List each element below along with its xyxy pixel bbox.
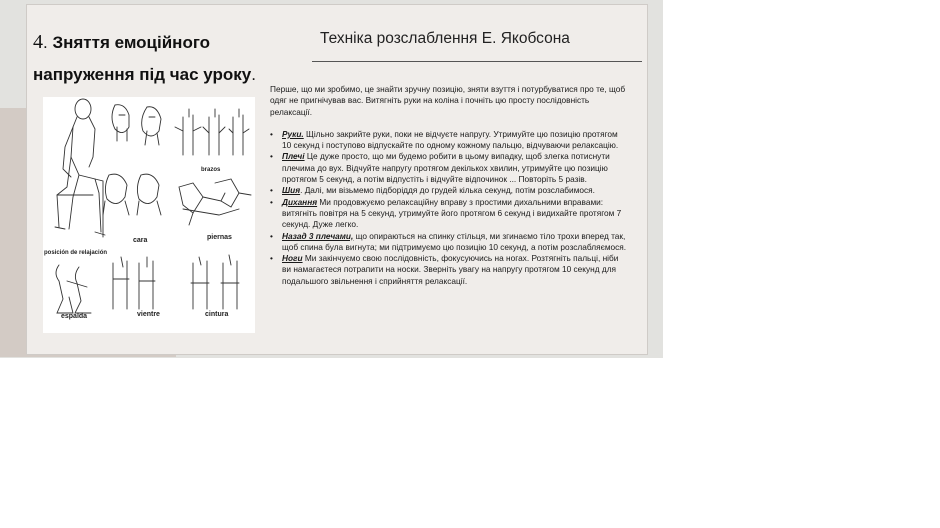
title-line2: напруження під час уроку xyxy=(33,65,252,84)
bottom-row-drawings xyxy=(56,255,239,313)
title-number: 4 xyxy=(33,31,43,53)
relaxation-illustration xyxy=(43,97,255,333)
label-vientre: vientre xyxy=(137,311,160,318)
list-item: • Назад 3 плечами, що опираються на спинку стільця, ми згинаємо тіло трохи вперед так, щоб спина була вигнута; ми підтримуємо цю позицію 10 секунд, а потім розслабляємося. xyxy=(270,230,627,252)
list-item: • Дихання Ми продовжуємо релаксаційну вправу з простими дихальними вправами: витягніть повітря на 5 секунд, утримуйте його протягом 6 секунд і видихайте протягом 7 секунд. Дуже легко. xyxy=(270,196,622,230)
title-period: . xyxy=(251,65,256,84)
seated-figure-drawing xyxy=(55,99,105,237)
list-item: • Плечі Це дуже просто, що ми будемо робити в цьому випадку, щоб злегка потиснути плечима до вух. Відчуйте напругу протягом декількох хвилин, утримуйте цю позицію протягом 5 секунд, а потім відпустіть і відчуйте відпочинок ... Повторіть 5 разів. xyxy=(270,151,610,185)
label-posicion: posición de relajación xyxy=(44,250,108,256)
list-item: • Ноги Ми закінчуємо свою послідовність, фокусуючись на ногах. Розтягніть пальці, ніби ви намагаєтеся потрапити на носки. Зверніть увагу на напругу протягом 10 секунд для подальшого звільнення і сприйняття релаксації. xyxy=(270,253,619,286)
label-cara: cara xyxy=(133,237,148,244)
list-item: • Руки. Щільно закрийте руки, поки не відчуєте напругу. Утримуйте цю позицію протягом 10 секунд і поступово відпускайте по одному кожному пальцю, відчуваючи релаксацію. xyxy=(270,128,619,151)
label-espalda: espalda xyxy=(61,313,88,320)
slide-title: 4. Зняття емоційного напруження під час уроку. xyxy=(33,31,256,84)
slide-subtitle: Техніка розслаблення Е. Якобсона xyxy=(320,30,570,47)
arm-drawings xyxy=(175,109,249,155)
steps-list xyxy=(270,129,628,287)
label-piernas: piernas xyxy=(207,234,232,241)
face-drawings xyxy=(103,105,161,215)
list-item: • Шия. Далі, ми візьмемо підборіддя до грудей кілька секунд, потім розслабимося. xyxy=(270,185,595,196)
leg-drawings xyxy=(179,179,251,225)
label-cintura: cintura xyxy=(205,311,229,318)
subtitle-underline xyxy=(312,61,642,62)
title-line1: Зняття емоційного xyxy=(52,33,211,52)
intro-paragraph: Перше, що ми зробимо, це знайти зручну позицію, зняти взуття і потурбуватися про те, щоб одяг не пригнічував вас. Витягніть руки на коліна і почніть цю просту послідовність релаксації. xyxy=(270,84,626,117)
label-brazos: brazos xyxy=(201,167,221,173)
technique-description xyxy=(270,84,628,287)
